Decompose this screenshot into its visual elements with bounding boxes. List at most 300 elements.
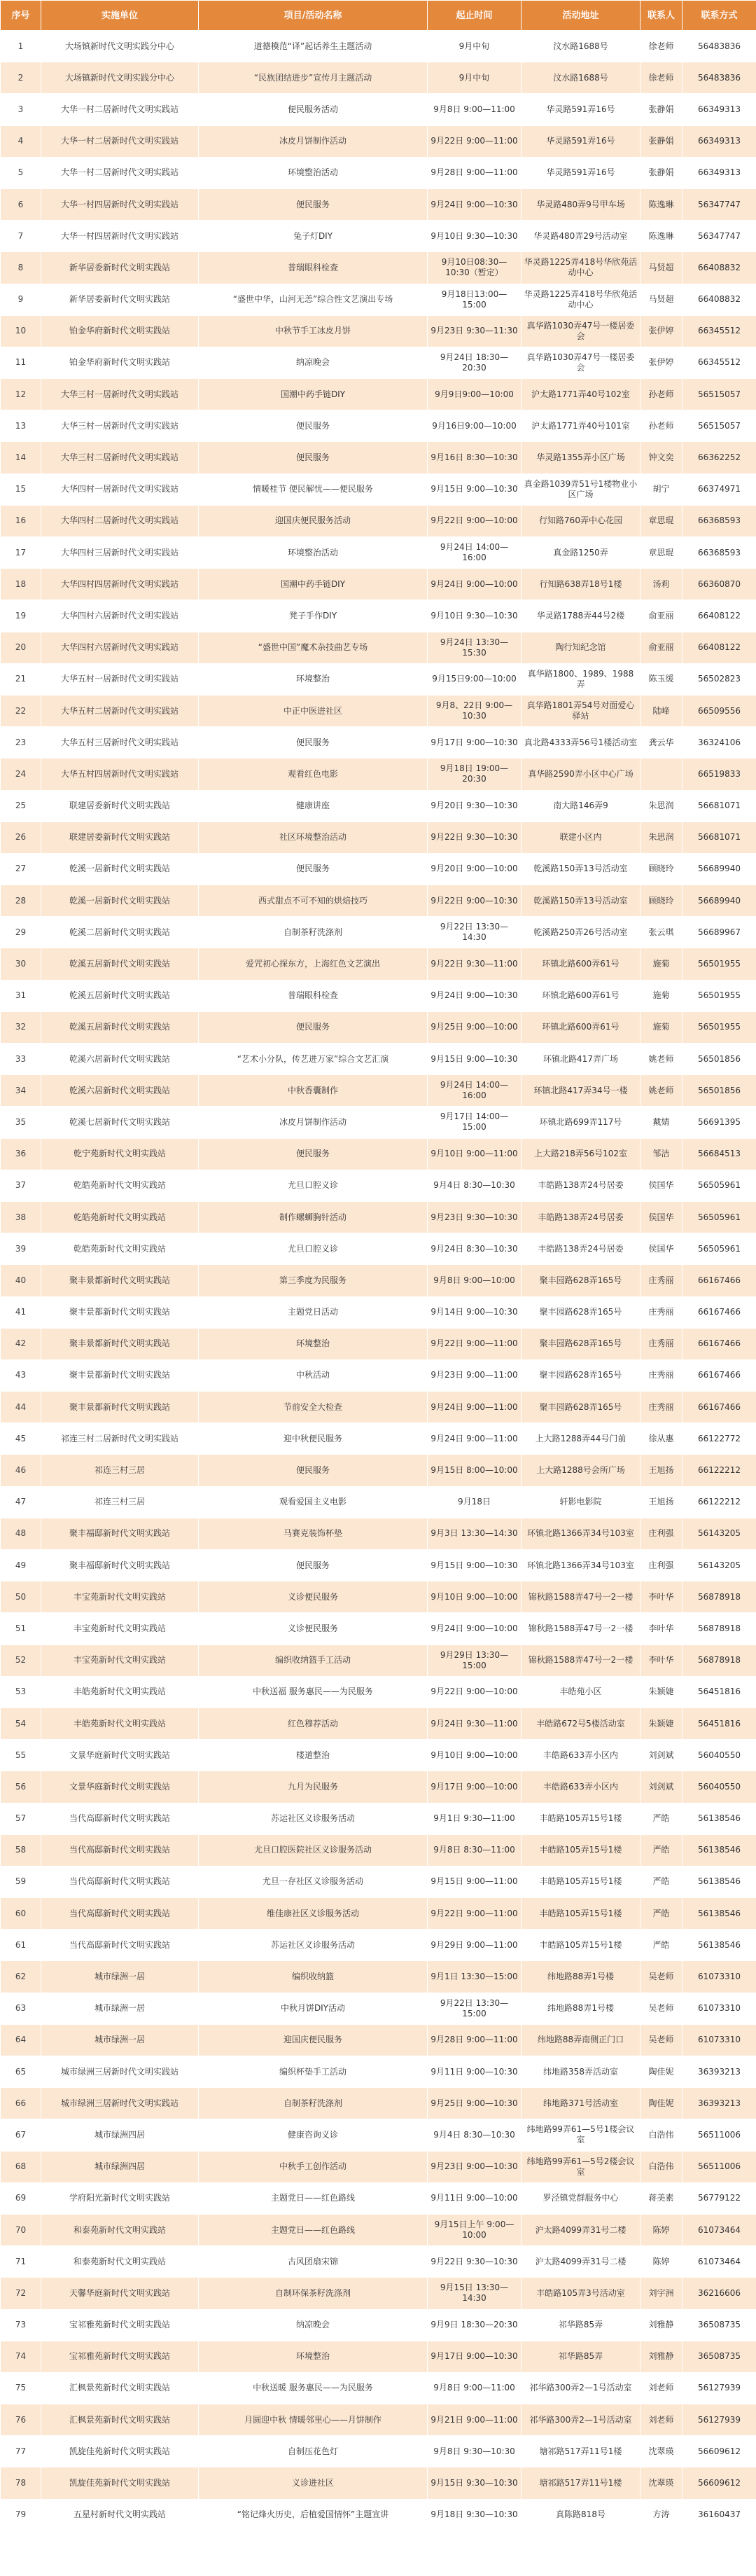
cell-time: 9月21日 9:00—11:00 (428, 2404, 522, 2436)
cell-phone: 61073310 (682, 2024, 756, 2056)
cell-index: 42 (1, 1328, 41, 1359)
cell-phone: 66349313 (682, 94, 756, 125)
cell-time: 9月20日 9:30—10:30 (428, 790, 522, 822)
table-row (1, 1613, 756, 1644)
cell-phone: 66167466 (682, 1265, 756, 1296)
header-activity-name: 项目/活动名称 (199, 1, 428, 31)
cell-phone: 56689940 (682, 885, 756, 917)
cell-address: 真华路2590弄小区中心广场 (522, 759, 640, 790)
cell-organizer: 和泰苑新时代文明实践站 (41, 2214, 199, 2245)
cell-address: 华灵路591弄16号 (522, 157, 640, 188)
cell-organizer: 乾溪六居新时代文明实践站 (41, 1044, 199, 1075)
header-phone: 联系方式 (682, 1, 756, 31)
cell-time: 9月18日 9:30—10:30 (428, 2499, 522, 2530)
cell-organizer: 当代高邸新时代文明实践站 (41, 1803, 199, 1834)
cell-time: 9月4日 8:30—10:30 (428, 2119, 522, 2151)
cell-index: 55 (1, 1740, 41, 1771)
cell-index: 23 (1, 727, 41, 759)
cell-activity-name: 便民服务活动 (199, 94, 428, 125)
cell-time: 9月24日 9:00—10:30 (428, 188, 522, 220)
cell-organizer: 铂金华府新时代文明实践站 (41, 315, 199, 347)
table-row (1, 1803, 756, 1834)
cell-address: 祁华路85弄 (522, 2341, 640, 2372)
cell-activity-name: “盛世中国”魔术杂技曲艺专场 (199, 632, 428, 663)
cell-contact-person: 庄秀丽 (640, 1296, 682, 1328)
cell-activity-name: 环境整治 (199, 663, 428, 695)
cell-phone: 61073464 (682, 2214, 756, 2245)
table-row (1, 917, 756, 948)
cell-index: 34 (1, 1075, 41, 1107)
cell-organizer: 大华一村四居新时代文明实践站 (41, 221, 199, 252)
cell-contact-person: 李叶华 (640, 1613, 682, 1644)
cell-time: 9月10日 9:30—10:30 (428, 221, 522, 252)
cell-index: 39 (1, 1233, 41, 1265)
cell-contact-person: 马贤超 (640, 252, 682, 284)
table-row (1, 2341, 756, 2372)
cell-phone: 56779122 (682, 2182, 756, 2214)
cell-activity-name: 冰皮月饼制作活动 (199, 1107, 428, 1138)
table-row (1, 2151, 756, 2182)
cell-activity-name: 情暖桂节 便民解忧——便民服务 (199, 473, 428, 505)
cell-address: 华灵路591弄16号 (522, 94, 640, 125)
cell-address: 环镇北路699弄117号 (522, 1107, 640, 1138)
table-row (1, 1044, 756, 1075)
cell-time: 9月11日 9:00—10:00 (428, 2182, 522, 2214)
cell-time: 9月10日 9:00—11:00 (428, 1138, 522, 1170)
cell-contact-person: 庄秀丽 (640, 1359, 682, 1391)
cell-phone: 56040550 (682, 1740, 756, 1771)
cell-organizer: 乾溪六居新时代文明实践站 (41, 1075, 199, 1107)
cell-contact-person: 刘宇洲 (640, 2278, 682, 2309)
cell-index: 59 (1, 1866, 41, 1897)
cell-phone: 56609612 (682, 2467, 756, 2499)
table-row (1, 1011, 756, 1043)
cell-time: 9月1日 9:30—11:00 (428, 1803, 522, 1834)
cell-time: 9月17日 9:00—10:00 (428, 1771, 522, 1803)
cell-phone: 56878918 (682, 1644, 756, 1676)
table-row (1, 1423, 756, 1455)
cell-time: 9月25日 9:00—10:30 (428, 2088, 522, 2119)
table-row (1, 1233, 756, 1265)
cell-address: 丰皓路105弄15号1楼 (522, 1834, 640, 1866)
cell-index: 2 (1, 62, 41, 94)
cell-activity-name: 编织杯垫手工活动 (199, 2056, 428, 2088)
cell-time: 9月15日 13:30—14:30 (428, 2278, 522, 2309)
cell-organizer: 汇枫景苑新时代文明实践站 (41, 2372, 199, 2404)
table-row (1, 1359, 756, 1391)
cell-index: 56 (1, 1771, 41, 1803)
cell-address: 丰皓路138弄24号居委 (522, 1170, 640, 1201)
cell-organizer: 铂金华府新时代文明实践站 (41, 347, 199, 378)
cell-contact-person: 李叶华 (640, 1644, 682, 1676)
cell-phone: 56691395 (682, 1107, 756, 1138)
cell-time: 9月中旬 (428, 31, 522, 62)
cell-address: 环镇北路600弄61号 (522, 1011, 640, 1043)
cell-time: 9月10日08:30—10:30（暂定） (428, 252, 522, 284)
table-row (1, 537, 756, 569)
cell-contact-person: 张静娟 (640, 125, 682, 157)
cell-activity-name: 便民服务 (199, 410, 428, 442)
cell-contact-person: 沈翠瑛 (640, 2436, 682, 2467)
cell-index: 66 (1, 2088, 41, 2119)
cell-organizer: 聚丰景都新时代文明实践站 (41, 1392, 199, 1423)
cell-activity-name: 便民服务 (199, 442, 428, 473)
cell-activity-name: 观看爱国主义电影 (199, 1486, 428, 1518)
cell-contact-person: 庄利强 (640, 1518, 682, 1549)
cell-phone: 56483836 (682, 62, 756, 94)
table-row (1, 1771, 756, 1803)
cell-time: 9月10日 9:00—10:00 (428, 1740, 522, 1771)
cell-address: 聚丰园路628弄165号 (522, 1296, 640, 1328)
table-row (1, 1107, 756, 1138)
cell-time: 9月18日13:00—15:00 (428, 284, 522, 315)
cell-activity-name: “民族团结进步”宣传月主题活动 (199, 62, 428, 94)
cell-activity-name: 主题党日——红色路线 (199, 2182, 428, 2214)
cell-activity-name: 道德模范“译”起话养生主题活动 (199, 31, 428, 62)
cell-index: 10 (1, 315, 41, 347)
cell-phone: 56040550 (682, 1771, 756, 1803)
cell-index: 30 (1, 948, 41, 980)
cell-phone: 56878918 (682, 1613, 756, 1644)
cell-organizer: 联建居委新时代文明实践站 (41, 790, 199, 822)
cell-address: 丰皓路672号5楼活动室 (522, 1708, 640, 1739)
cell-contact-person: 徐从惠 (640, 1423, 682, 1455)
cell-time: 9月3日 13:30—14:30 (428, 1518, 522, 1549)
cell-contact-person: 陈玉缓 (640, 663, 682, 695)
cell-organizer: 凯旋佳苑新时代文明实践站 (41, 2467, 199, 2499)
table-row (1, 1486, 756, 1518)
cell-activity-name: 苏运社区义诊服务活动 (199, 1803, 428, 1834)
cell-index: 77 (1, 2436, 41, 2467)
cell-address: 真华路1800、1989、1988弄 (522, 663, 640, 695)
table-row (1, 600, 756, 632)
cell-contact-person: 陈婷 (640, 2214, 682, 2245)
cell-time: 9月14日 9:00—10:30 (428, 1296, 522, 1328)
cell-index: 17 (1, 537, 41, 569)
cell-time: 9月17日 14:00—15:00 (428, 1107, 522, 1138)
table-row (1, 315, 756, 347)
cell-contact-person: 俞亚丽 (640, 600, 682, 632)
cell-address: 汶水路1688号 (522, 62, 640, 94)
cell-phone: 66519833 (682, 759, 756, 790)
cell-time: 9月17日 9:00—10:30 (428, 2341, 522, 2372)
cell-organizer: 当代高邸新时代文明实践站 (41, 1866, 199, 1897)
cell-organizer: 城市绿洲三居新时代文明实践站 (41, 2088, 199, 2119)
cell-organizer: 大华四村六居新时代文明实践站 (41, 632, 199, 663)
cell-contact-person: 白浩伟 (640, 2119, 682, 2151)
table-row (1, 2024, 756, 2056)
cell-organizer: 大华一村二居新时代文明实践站 (41, 157, 199, 188)
cell-contact-person: 严皓 (640, 1898, 682, 1930)
cell-time: 9月20日 9:00—10:00 (428, 853, 522, 885)
cell-index: 52 (1, 1644, 41, 1676)
cell-activity-name: 义诊便民服务 (199, 1613, 428, 1644)
cell-organizer: 丰宝苑新时代文明实践站 (41, 1581, 199, 1613)
cell-address: 聚丰园路628弄165号 (522, 1328, 640, 1359)
cell-activity-name: 中秋送暖 服务惠民——为民服务 (199, 2372, 428, 2404)
table-row (1, 569, 756, 600)
cell-phone: 56505961 (682, 1201, 756, 1233)
cell-contact-person: 张静娟 (640, 157, 682, 188)
cell-organizer: 乾溪七居新时代文明实践站 (41, 1107, 199, 1138)
cell-phone: 66360870 (682, 569, 756, 600)
table-row (1, 1138, 756, 1170)
cell-address: 真陈路818号 (522, 2499, 640, 2530)
cell-index: 74 (1, 2341, 41, 2372)
cell-time: 9月16日 8:30—10:30 (428, 442, 522, 473)
table-row (1, 1834, 756, 1866)
cell-organizer: 大华三村一居新时代文明实践站 (41, 410, 199, 442)
cell-activity-name: 健康讲座 (199, 790, 428, 822)
cell-index: 51 (1, 1613, 41, 1644)
cell-index: 22 (1, 695, 41, 726)
cell-activity-name: 便民服务 (199, 1138, 428, 1170)
table-row (1, 473, 756, 505)
cell-activity-name: 兔子灯DIY (199, 221, 428, 252)
cell-organizer: 大华一村二居新时代文明实践站 (41, 94, 199, 125)
cell-time: 9月15日 8:00—10:00 (428, 1455, 522, 1486)
cell-index: 9 (1, 284, 41, 315)
cell-organizer: 天馨华庭新时代文明实践站 (41, 2278, 199, 2309)
cell-time: 9月15日 9:00—10:30 (428, 1044, 522, 1075)
cell-contact-person: 张静娟 (640, 94, 682, 125)
cell-activity-name: 古风团扇宋锦 (199, 2246, 428, 2278)
cell-time: 9月8日 9:00—11:00 (428, 2372, 522, 2404)
cell-phone: 56451816 (682, 1708, 756, 1739)
cell-activity-name: 九月为民服务 (199, 1771, 428, 1803)
cell-organizer: 乾溪五居新时代文明实践站 (41, 980, 199, 1011)
cell-activity-name: 自制环保茶籽洗涤剂 (199, 2278, 428, 2309)
table-row (1, 948, 756, 980)
cell-organizer: 新华居委新时代文明实践站 (41, 284, 199, 315)
cell-contact-person: 白浩伟 (640, 2151, 682, 2182)
cell-contact-person: 庄秀丽 (640, 1328, 682, 1359)
cell-time: 9月22日 9:00—10:30 (428, 885, 522, 917)
cell-activity-name: 月圆迎中秋 情暖邻里心——月饼制作 (199, 2404, 428, 2436)
cell-contact-person: 章思琨 (640, 505, 682, 536)
cell-phone: 56689967 (682, 917, 756, 948)
cell-contact-person: 施菊 (640, 980, 682, 1011)
cell-organizer: 乾溪一居新时代文明实践站 (41, 853, 199, 885)
cell-organizer: 文景华庭新时代文明实践站 (41, 1740, 199, 1771)
cell-address: 联建小区内 (522, 822, 640, 853)
cell-organizer: 丰宝苑新时代文明实践站 (41, 1644, 199, 1676)
table-row (1, 505, 756, 536)
cell-time: 9月22日 9:00—10:00 (428, 1676, 522, 1708)
cell-organizer: 乾皓苑新时代文明实践站 (41, 1201, 199, 1233)
cell-activity-name: 主题党日——红色路线 (199, 2214, 428, 2245)
cell-time: 9月17日 9:00—10:30 (428, 727, 522, 759)
cell-organizer: 乾宁苑新时代文明实践站 (41, 1138, 199, 1170)
cell-contact-person: 刘老师 (640, 2404, 682, 2436)
cell-contact-person: 施菊 (640, 948, 682, 980)
cell-phone: 56505961 (682, 1233, 756, 1265)
table-row (1, 252, 756, 284)
cell-phone: 66122772 (682, 1423, 756, 1455)
cell-address: 华灵路1788弄44号2楼 (522, 600, 640, 632)
cell-contact-person: 戴婧 (640, 1107, 682, 1138)
cell-activity-name: 中正中医进社区 (199, 695, 428, 726)
cell-organizer: 联建居委新时代文明实践站 (41, 822, 199, 853)
cell-time: 9月15日 9:00—11:00 (428, 1866, 522, 1897)
cell-phone: 36393213 (682, 2088, 756, 2119)
cell-organizer: 凯旋佳苑新时代文明实践站 (41, 2436, 199, 2467)
cell-organizer: 祁连三村三居 (41, 1486, 199, 1518)
cell-time: 9月15日 9:30—10:30 (428, 2467, 522, 2499)
cell-address: 沪太路1771弄40号102室 (522, 379, 640, 410)
table-row (1, 1930, 756, 1961)
cell-time: 9月8日 8:30—11:00 (428, 1834, 522, 1866)
cell-contact-person (640, 759, 682, 790)
cell-phone: 56684513 (682, 1138, 756, 1170)
cell-activity-name: 便民服务 (199, 853, 428, 885)
cell-index: 79 (1, 2499, 41, 2530)
cell-index: 58 (1, 1834, 41, 1866)
cell-contact-person: 陶佳妮 (640, 2088, 682, 2119)
cell-phone: 56451816 (682, 1676, 756, 1708)
cell-activity-name: 国潮中药手链DIY (199, 569, 428, 600)
cell-address: 纬地路99弄61—5号2楼会议室 (522, 2151, 640, 2182)
cell-contact-person: 俞亚丽 (640, 632, 682, 663)
cell-address: 聚丰园路628弄165号 (522, 1392, 640, 1423)
cell-index: 75 (1, 2372, 41, 2404)
cell-phone: 56511006 (682, 2119, 756, 2151)
cell-contact-person: 陆峰 (640, 695, 682, 726)
cell-organizer: 大华三村一居新时代文明实践站 (41, 379, 199, 410)
cell-index: 50 (1, 1581, 41, 1613)
cell-organizer: 大华五村一居新时代文明实践站 (41, 663, 199, 695)
cell-activity-name: 主题党日活动 (199, 1296, 428, 1328)
cell-organizer: 乾溪二居新时代文明实践站 (41, 917, 199, 948)
cell-phone: 56138546 (682, 1898, 756, 1930)
cell-contact-person: 张伊婷 (640, 315, 682, 347)
cell-time: 9月22日 9:00—11:00 (428, 1898, 522, 1930)
cell-address: 丰皓路105弄3号活动室 (522, 2278, 640, 2309)
cell-address: 环镇北路1366弄34号103室 (522, 1518, 640, 1549)
cell-phone: 56127939 (682, 2404, 756, 2436)
table-row (1, 2214, 756, 2245)
cell-time: 9月24日 8:30—10:30 (428, 1233, 522, 1265)
cell-contact-person: 庄秀丽 (640, 1392, 682, 1423)
cell-activity-name: “铭记烽火历史，后植爱国情怀”主题宣讲 (199, 2499, 428, 2530)
table-row (1, 1392, 756, 1423)
cell-contact-person: 吴老师 (640, 2024, 682, 2056)
cell-organizer: 文景华庭新时代文明实践站 (41, 1771, 199, 1803)
cell-index: 60 (1, 1898, 41, 1930)
cell-index: 31 (1, 980, 41, 1011)
table-row (1, 188, 756, 220)
cell-address: 聚丰园路628弄165号 (522, 1265, 640, 1296)
cell-address: 锦秋路1588弄47号一2一楼 (522, 1644, 640, 1676)
cell-phone: 56689940 (682, 853, 756, 885)
cell-index: 6 (1, 188, 41, 220)
cell-phone: 66368593 (682, 505, 756, 536)
cell-index: 15 (1, 473, 41, 505)
cell-phone: 36393213 (682, 2056, 756, 2088)
table-body (1, 31, 756, 2531)
cell-activity-name: 义诊便民服务 (199, 1581, 428, 1613)
table-row (1, 2088, 756, 2119)
cell-contact-person: 施菊 (640, 1011, 682, 1043)
cell-address: 祁华路85弄 (522, 2309, 640, 2341)
cell-phone: 66345512 (682, 315, 756, 347)
cell-address: 沪太路1771弄40号101室 (522, 410, 640, 442)
cell-address: 真华路1030弄47号一楼居委会 (522, 315, 640, 347)
cell-time: 9月22日 13:30—15:00 (428, 1993, 522, 2024)
cell-contact-person: 刘老师 (640, 2372, 682, 2404)
cell-index: 57 (1, 1803, 41, 1834)
cell-address: 丰皓路105弄15号1楼 (522, 1930, 640, 1961)
cell-contact-person: 朱思润 (640, 790, 682, 822)
cell-contact-person: 刘雅静 (640, 2309, 682, 2341)
cell-address: 祁华路300弄2—1号活动室 (522, 2404, 640, 2436)
cell-activity-name: 普瑞眼科检查 (199, 252, 428, 284)
cell-index: 29 (1, 917, 41, 948)
cell-address: 乾溪路150弄13号活动室 (522, 853, 640, 885)
cell-contact-person: 孙老师 (640, 410, 682, 442)
cell-address: 丰皓路105弄15号1楼 (522, 1898, 640, 1930)
table-row (1, 853, 756, 885)
cell-contact-person: 沈翠瑛 (640, 2467, 682, 2499)
cell-phone: 66167466 (682, 1328, 756, 1359)
cell-phone: 66362252 (682, 442, 756, 473)
cell-index: 14 (1, 442, 41, 473)
cell-contact-person: 蒋美素 (640, 2182, 682, 2214)
cell-index: 40 (1, 1265, 41, 1296)
cell-activity-name: 维佳康社区义诊服务活动 (199, 1898, 428, 1930)
cell-contact-person: 张伊婷 (640, 347, 682, 378)
cell-index: 13 (1, 410, 41, 442)
table-row (1, 2499, 756, 2530)
cell-time: 9月15日9:00—10:00 (428, 663, 522, 695)
table-row (1, 695, 756, 726)
cell-address: 锦秋路1588弄47号一2一楼 (522, 1613, 640, 1644)
cell-index: 48 (1, 1518, 41, 1549)
cell-time: 9月8日 9:00—11:00 (428, 94, 522, 125)
cell-phone: 56138546 (682, 1834, 756, 1866)
table-row (1, 94, 756, 125)
cell-activity-name: 苏运社区义诊服务活动 (199, 1930, 428, 1961)
cell-time: 9月11日 9:00—10:30 (428, 2056, 522, 2088)
cell-time: 9月15日上午 9:00—10:00 (428, 2214, 522, 2245)
table-row (1, 1518, 756, 1549)
cell-activity-name: 冰皮月饼制作活动 (199, 125, 428, 157)
table-row (1, 1961, 756, 1993)
cell-index: 61 (1, 1930, 41, 1961)
cell-index: 12 (1, 379, 41, 410)
cell-contact-person: 马贤超 (640, 284, 682, 315)
cell-contact-person: 朱颖婕 (640, 1708, 682, 1739)
cell-index: 26 (1, 822, 41, 853)
cell-organizer: 五星村新时代文明实践站 (41, 2499, 199, 2530)
cell-organizer: 乾溪一居新时代文明实践站 (41, 885, 199, 917)
cell-activity-name: 尤旦口腔医院社区义诊服务活动 (199, 1834, 428, 1866)
cell-organizer: 大华五村三居新时代文明实践站 (41, 727, 199, 759)
cell-index: 47 (1, 1486, 41, 1518)
header-row (1, 1, 756, 31)
cell-activity-name: 尤旦一存社区义诊服务活动 (199, 1866, 428, 1897)
cell-contact-person: 王旭扬 (640, 1486, 682, 1518)
cell-time: 9月8日 9:00—10:00 (428, 1265, 522, 1296)
cell-index: 37 (1, 1170, 41, 1201)
cell-phone: 56143205 (682, 1550, 756, 1581)
cell-index: 62 (1, 1961, 41, 1993)
table-row (1, 1075, 756, 1107)
cell-phone: 61073310 (682, 1961, 756, 1993)
cell-activity-name: 自制茶籽洗涤剂 (199, 2088, 428, 2119)
cell-activity-name: 编织收纳篮 (199, 1961, 428, 1993)
cell-time: 9月24日 9:30—11:00 (428, 1708, 522, 1739)
